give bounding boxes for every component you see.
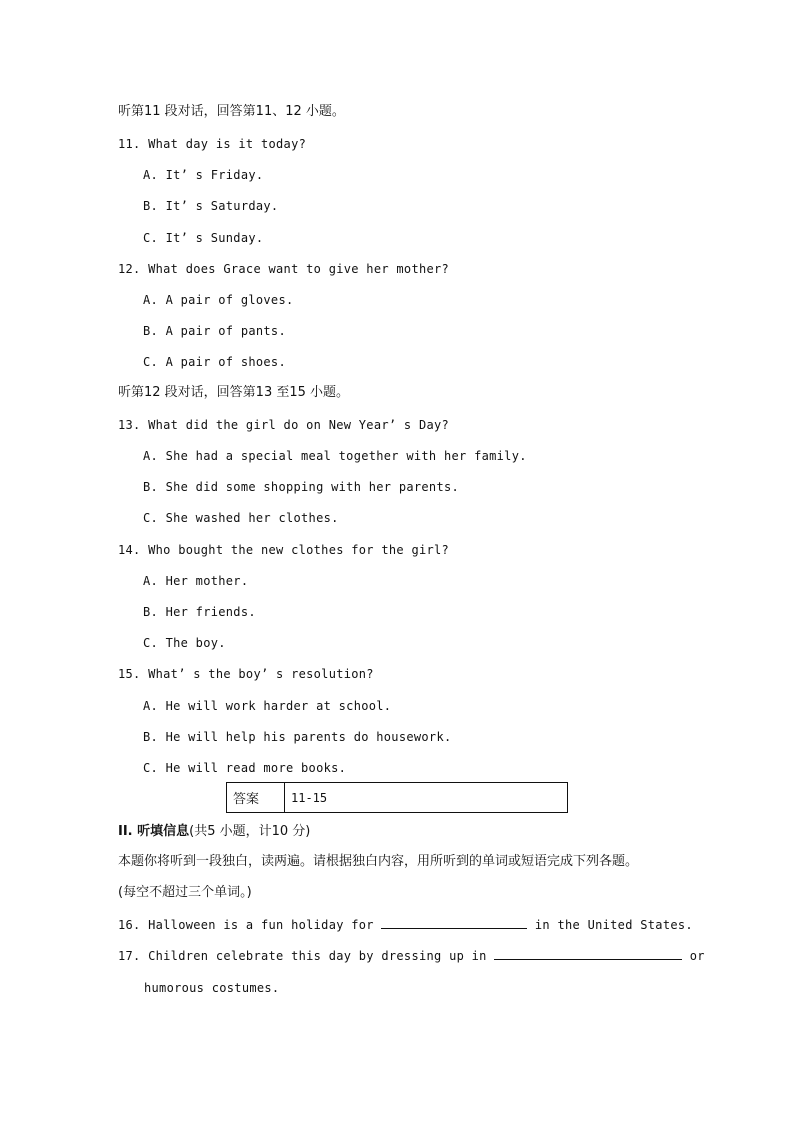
question-13-option-b: B. She did some shopping with her parents. — [143, 480, 460, 494]
part-2-title-rest: (共5 小题，计10 分) — [189, 824, 311, 839]
answer-table — [226, 782, 568, 813]
question-11: 11. What day is it today? — [118, 137, 307, 151]
question-12: 12. What does Grace want to give her mother? — [118, 262, 450, 276]
question-13-option-a: A. She had a special meal together with her family. — [143, 449, 527, 463]
question-15-option-a: A. He will work harder at school. — [143, 699, 392, 713]
question-17 — [118, 948, 705, 964]
section-12-header: 听第12 段对话，回答第13 至15 小题。 — [118, 385, 350, 400]
answer-table-label: 答案 — [227, 783, 285, 812]
question-16-text-after: in the United States. — [534, 918, 693, 932]
part-2-instruction: 本题你将听到一段独白，读两遍。请根据独白内容，用所听到的单词或短语完成下列各题。 — [118, 854, 639, 869]
question-17-blank[interactable] — [494, 948, 682, 960]
question-11-option-a: A. It’ s Friday. — [143, 168, 264, 182]
part-2-header — [118, 823, 310, 840]
question-17-continuation: humorous costumes. — [144, 981, 280, 995]
part-2-title: II. 听填信息 — [118, 824, 190, 839]
question-12-option-c: C. A pair of shoes. — [143, 355, 286, 369]
question-15-option-b: B. He will help his parents do housework. — [143, 730, 452, 744]
question-14-option-a: A. Her mother. — [143, 574, 249, 588]
question-15-option-c: C. He will read more books. — [143, 761, 347, 775]
question-17-text-before: 17. Children celebrate this day by dressing up in — [118, 949, 487, 963]
question-17-text-after: or — [689, 949, 705, 963]
question-15: 15. What’ s the boy’ s resolution? — [118, 667, 374, 681]
question-16 — [118, 917, 693, 933]
question-14-option-b: B. Her friends. — [143, 605, 256, 619]
question-16-blank[interactable] — [381, 917, 527, 929]
question-13-option-c: C. She washed her clothes. — [143, 511, 339, 525]
question-13: 13. What did the girl do on New Year’ s Day? — [118, 418, 450, 432]
question-12-option-b: B. A pair of pants. — [143, 324, 286, 338]
question-11-option-c: C. It’ s Sunday. — [143, 231, 264, 245]
question-11-option-b: B. It’ s Saturday. — [143, 199, 279, 213]
part-2-note: (每空不超过三个单词。) — [118, 885, 252, 900]
question-14: 14. Who bought the new clothes for the girl? — [118, 543, 450, 557]
answer-table-value: 11-15 — [291, 790, 328, 805]
question-12-option-a: A. A pair of gloves. — [143, 293, 294, 307]
section-11-header: 听第11 段对话，回答第11、12 小题。 — [118, 104, 345, 119]
question-14-option-c: C. The boy. — [143, 636, 226, 650]
question-16-text-before: 16. Halloween is a fun holiday for — [118, 918, 374, 932]
